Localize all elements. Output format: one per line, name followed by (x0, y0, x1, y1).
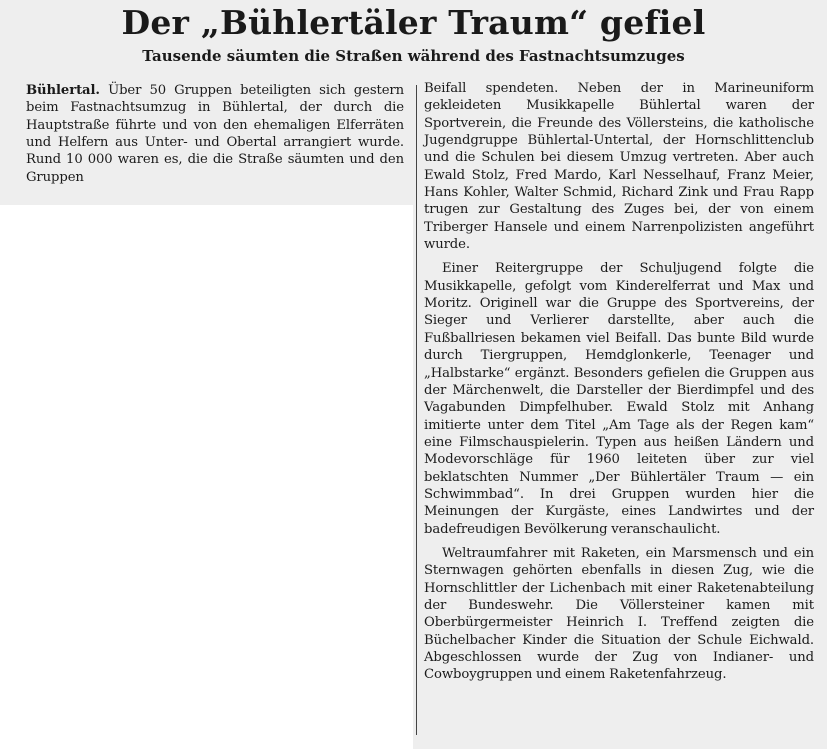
article-paragraph-4: Weltraumfahrer mit Raketen, ein Marsmensch und ein Sternwagen gehörten ebenfalls in diesen Zug, wie die Hornschlittler der Lichenbach mit einer Raketenabteilung der Bundeswehr. Die Völlersteiner kamen mit Oberbürgermeister Heinrich I. Treffend zeigten die Büchelbacher Kinder die Situation der Schule Eichwald. Abgeschlossen wurde der Zug von Indianer- und Cowboygruppen und einem Raketenfahrzeug. (424, 545, 814, 683)
article-headline: Der „Bühlertäler Traum“ gefiel (121, 3, 706, 42)
article-paragraph-2: Beifall spendeten. Neben der in Marineuniform gekleideten Musikkapelle Bühlertal waren der Sportverein, die Freunde des Völlersteins, die katholische Jugendgruppe Bühlertal-Untertal, der Hornschlittenclub und die Schulen bei diesem Umzug vertreten. Aber auch Ewald Stolz, Fred Mardo, Karl Nesselhauf, Franz Meier, Hans Kohler, Walter Schmid, Richard Zink und Frau Rapp trugen zur Gestaltung des Zuges bei, der von einem Triberger Hansele und einem Narrenpolizisten angeführt wurde. (424, 81, 814, 253)
column-divider (416, 85, 417, 735)
article-paragraph-3: Einer Reitergruppe der Schuljugend folgte die Musikkapelle, gefolgt vom Kinderelferrat und Max und Moritz. Originell war die Gruppe des Sportvereins, der Sieger und Verlierer darstellte, aber auch die Fußballriesen bekamen viel Beifall. Das bunte Bild wurde durch Tiergruppen, Hemdglonkerle, Teenager und „Halbstarke“ ergänzt. Besonders gefielen die Gruppen aus der Märchenwelt, die Darsteller der Bierdimpfel und des Vagabunden Dimpfelhuber. Ewald Stolz mit Anhang imitierte unter dem Titel „Am Tage als der Regen kam“ eine Filmschauspielerin. Typen aus heißen Ländern und Modevorschläge für 1960 leiteten über zur viel beklatschten Nummer „Der Bühlertäler Traum — ein Schwimmbad“. In drei Gruppen wurden hier die Meinungen der Kurgäste, eines Landwirtes und der badefreudigen Bevölkerung veranschaulicht. (424, 261, 814, 537)
article-paragraph-1-text: Über 50 Gruppen beteiligten sich gestern beim Fastnachtsumzug in Bühlertal, der durch die Hauptstraße führte und von den ehemaligen Elferräten und Helfern aus Unter- und Obertal arrangiert wurde. Rund 10 000 waren es, die die Straße säumten und den Gruppen (26, 83, 404, 185)
article-subheadline: Tausende säumten die Straßen während des Fastnachtsumzuges (142, 47, 685, 65)
article-dateline: Bühlertal. (26, 83, 100, 98)
article-right-column (424, 80, 814, 691)
article-paragraph-1 (26, 82, 404, 186)
